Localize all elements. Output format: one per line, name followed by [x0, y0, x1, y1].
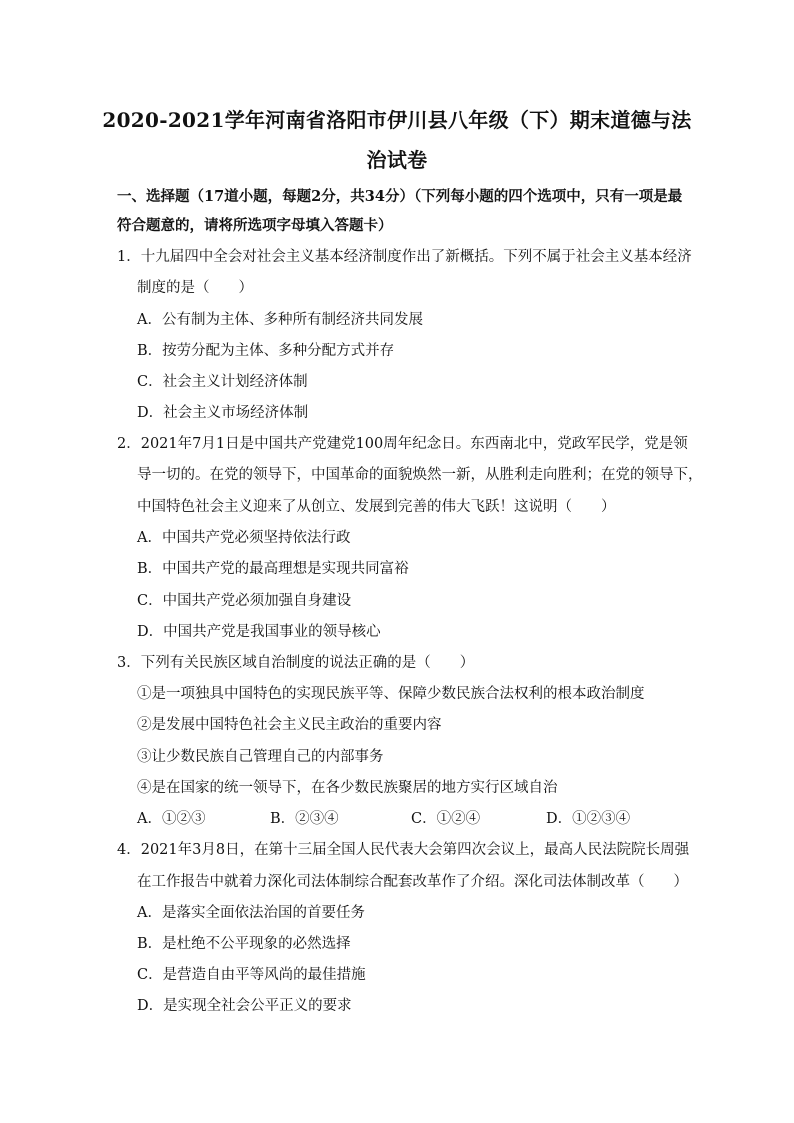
- question-3-option-a: A．①②③: [137, 811, 206, 827]
- question-3-statement-2: ②是发展中国特色社会主义民主政治的重要内容: [137, 717, 442, 733]
- question-4-option-b: B．是杜绝不公平现象的必然选择: [137, 936, 351, 952]
- question-4-stem-line-1: 4．2021年3月8日，在第十三届全国人民代表大会第四次会议上，最高人民法院院长周强: [117, 842, 690, 858]
- section-header: 一、选择题（17道小题，每题2分，共34分）（下列每小题的四个选项中，只有一项是最符合题意的，请将所选项字母填入答题卡）: [117, 188, 683, 234]
- question-2-stem-line-1: 2．2021年7月1日是中国共产党建党100周年纪念日。东西南北中，党政军民学，党是领: [117, 436, 688, 452]
- question-2-option-d: D．中国共产党是我国事业的领导核心: [137, 624, 381, 640]
- question-2-stem-line-2: 导一切的。在党的领导下，中国革命的面貌焕然一新，从胜利走向胜利；在党的领导下，: [137, 467, 703, 483]
- question-2-option-b: B．中国共产党的最高理想是实现共同富裕: [137, 561, 409, 577]
- question-1-option-a: A．公有制为主体、多种所有制经济共同发展: [137, 312, 423, 328]
- question-3-statement-4: ④是在国家的统一领导下，在各少数民族聚居的地方实行区域自治: [137, 780, 558, 796]
- question-3-option-d: D．①②③④: [546, 811, 631, 827]
- question-1-option-d: D．社会主义市场经济体制: [137, 405, 309, 421]
- question-4-stem-line-2: 在工作报告中就着力深化司法体制综合配套改革作了介绍。深化司法体制改革（ ）: [137, 874, 688, 890]
- question-3-statement-3: ③让少数民族自己管理自己的内部事务: [137, 749, 384, 765]
- question-4-option-d: D．是实现全社会公平正义的要求: [137, 998, 352, 1014]
- question-2-option-c: C．中国共产党必须加强自身建设: [137, 593, 352, 609]
- question-2-stem-line-3: 中国特色社会主义迎来了从创立、发展到完善的伟大飞跃！这说明（ ）: [137, 499, 616, 515]
- question-1-option-c: C．社会主义计划经济体制: [137, 374, 308, 390]
- question-1-stem-line-2: 制度的是（ ）: [137, 280, 253, 296]
- question-1-option-b: B．按劳分配为主体、多种分配方式并存: [137, 343, 395, 359]
- question-4-option-c: C．是营造自由平等风尚的最佳措施: [137, 967, 366, 983]
- question-4-option-a: A．是落实全面依法治国的首要任务: [137, 905, 365, 921]
- question-3-option-b: B．②③④: [270, 811, 339, 827]
- question-3-statement-1: ①是一项独具中国特色的实现民族平等、保障少数民族合法权利的根本政治制度: [137, 686, 645, 702]
- exam-title: 2020-2021学年河南省洛阳市伊川县八年级（下）期末道德与法治试卷: [102, 108, 692, 172]
- question-3-option-c: C．①②④: [411, 811, 481, 827]
- question-1-stem-line-1: 1．十九届四中全会对社会主义基本经济制度作出了新概括。下列不属于社会主义基本经济: [117, 249, 692, 265]
- question-2-option-a: A．中国共产党必须坚持依法行政: [137, 530, 351, 546]
- question-3-stem-line-1: 3．下列有关民族区域自治制度的说法正确的是（ ）: [117, 655, 475, 671]
